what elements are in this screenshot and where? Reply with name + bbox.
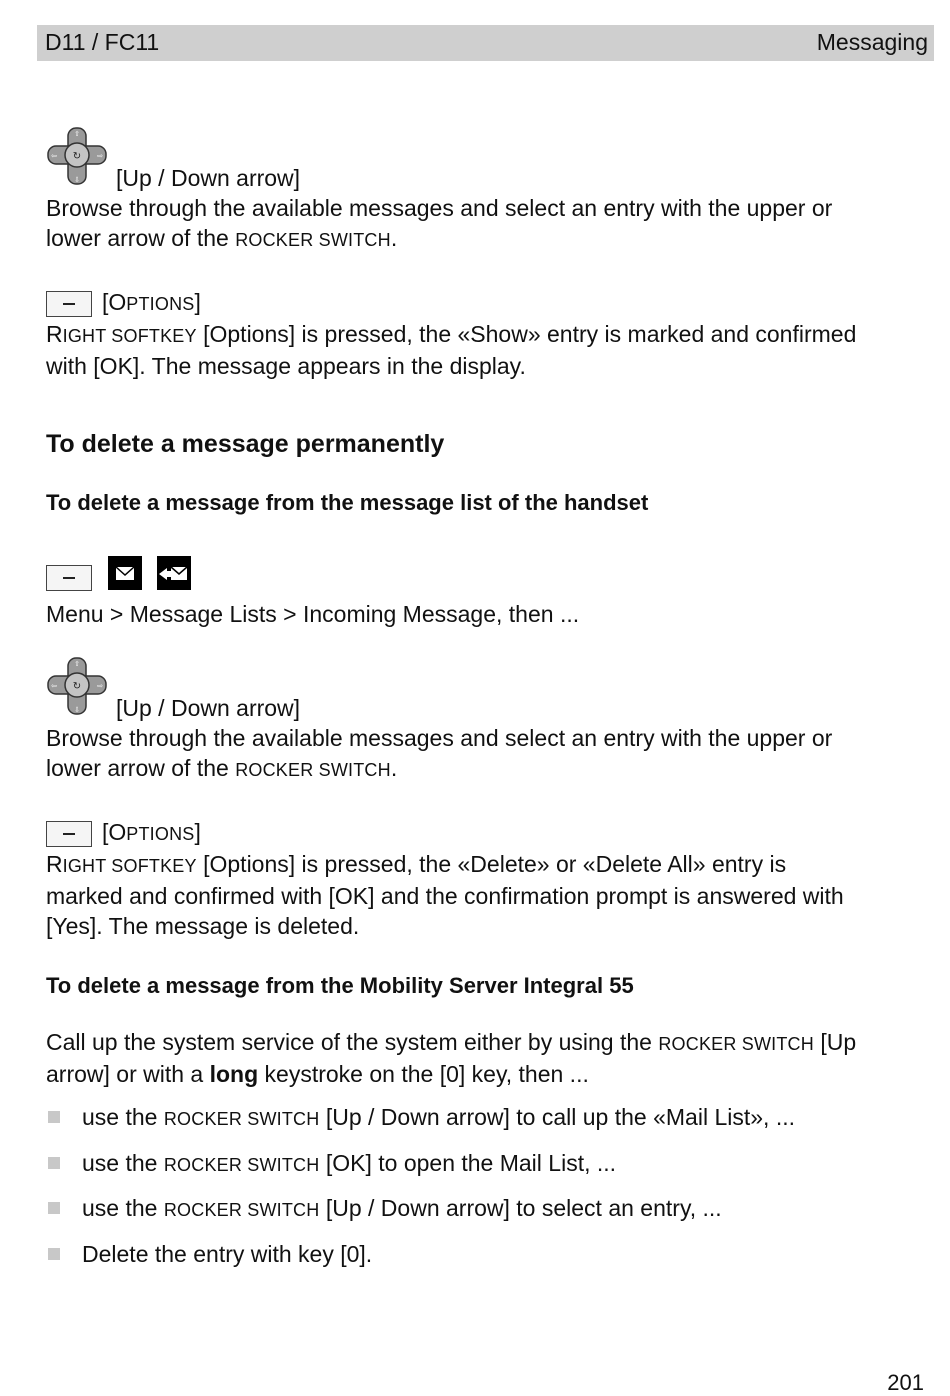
rocker-step-1 [46,126,926,255]
browse-line-2a: lower arrow of the [46,225,236,251]
right-softkey-term: IGHT SOFTKEY [62,856,197,876]
svg-text:⇩: ⇩ [74,177,80,184]
svg-text:⇨: ⇨ [97,683,103,690]
svg-text:⇨: ⇨ [97,153,103,160]
delete-heading-text: To delete a message permanently [46,430,445,458]
browse-line-2c: . [390,755,398,781]
menu-path-text: Menu > Message Lists > Incoming Message, then ... [46,601,580,627]
rocker-step-2 [46,656,926,785]
softkey-minus-icon [46,565,92,591]
browse-paragraph [46,723,926,785]
svg-text:↻: ↻ [72,681,82,692]
handset-heading-text: To delete a message from the message list of the handset [46,490,649,515]
svg-text:⇦: ⇦ [51,683,57,690]
options-line-1c: [Options] is pressed, the «Delete» or «Delete All» entry is [196,851,787,877]
options-label-a: [O [102,289,127,315]
options-line-1a: R [46,321,63,347]
softkey-minus-icon [46,291,92,317]
rocker-switch-icon [46,126,108,193]
header-section: Messaging [816,29,928,55]
server-line-2c: keystroke on the [0] key, then ... [258,1061,589,1087]
server-heading-text: To delete a message from the Mobility Server Integral 55 [46,973,634,998]
options-paragraph [46,849,926,941]
browse-line-1: Browse through the available messages and select an entry with the upper or [46,195,833,221]
svg-text:⇩: ⇩ [74,707,80,714]
bullet-square-icon [48,1248,60,1260]
options-label-a: [O [102,819,127,845]
options-label-b: PTIONS [126,294,195,314]
svg-text:⇦: ⇦ [51,153,57,160]
rocker-switch-term: ROCKER SWITCH [163,1109,320,1129]
bullet-square-icon [48,1111,60,1123]
svg-text:↻: ↻ [72,151,82,162]
options-line-1c: [Options] is pressed, the «Show» entry is marked and confirmed [196,321,857,347]
bullet-text-a: Delete the entry with key [0]. [82,1241,373,1267]
rocker-label: [Up / Down arrow] [116,695,301,721]
browse-line-1: Browse through the available messages and select an entry with the upper or [46,725,833,751]
server-heading [46,973,926,999]
server-line-2a: arrow] or with a [46,1061,210,1087]
rocker-switch-term: ROCKER SWITCH [163,1155,320,1175]
bullet-text-c: [Up / Down arrow] to select an entry, ... [319,1195,722,1221]
options-line-2: marked and confirmed with [OK] and the confirmation prompt is answered with [46,883,844,909]
options-paragraph [46,319,926,381]
softkey-minus-icon [46,821,92,847]
bullet-text-c: [Up / Down arrow] to call up the «Mail List», ... [319,1104,795,1130]
options-label-c: ] [194,289,201,315]
page-number: 201 [887,1370,924,1395]
browse-paragraph [46,193,926,255]
menu-step [46,556,926,629]
rocker-switch-term: ROCKER SWITCH [658,1034,814,1054]
rocker-switch-term: ROCKER SWITCH [235,760,391,780]
bullet-square-icon [48,1202,60,1214]
options-line-2: with [OK]. The message appears in the display. [46,353,526,379]
header-model: D11 / FC11 [45,29,160,55]
bullet-text-a: use the [82,1150,164,1176]
rocker-label: [Up / Down arrow] [116,165,301,191]
server-line-1c: [Up [813,1029,857,1055]
options-step-1 [46,287,926,381]
options-line-3: [Yes]. The message is deleted. [46,913,360,939]
options-label-b: PTIONS [126,824,195,844]
server-paragraph [46,1027,926,1089]
bullet-square-icon [48,1157,60,1169]
delete-heading [46,430,926,459]
server-line-1a: Call up the system service of the system either by using the [46,1029,659,1055]
options-line-1a: R [46,851,63,877]
options-step-2 [46,817,926,941]
long-keyword: long [209,1061,259,1087]
incoming-message-icon [157,556,191,599]
options-label-c: ] [194,819,201,845]
rocker-switch-term: ROCKER SWITCH [235,230,391,250]
handset-heading [46,490,926,516]
envelope-icon [108,556,142,599]
rocker-switch-icon [46,656,108,723]
page-header [37,25,934,61]
svg-text:⇧: ⇧ [74,661,80,668]
bullet-text-a: use the [82,1104,164,1130]
bullet-text-a: use the [82,1195,164,1221]
right-softkey-term: IGHT SOFTKEY [62,326,197,346]
bullet-text-c: [OK] to open the Mail List, ... [319,1150,617,1176]
browse-line-2a: lower arrow of the [46,755,236,781]
browse-line-2c: . [390,225,398,251]
svg-text:⇧: ⇧ [74,131,80,138]
rocker-switch-term: ROCKER SWITCH [163,1200,320,1220]
